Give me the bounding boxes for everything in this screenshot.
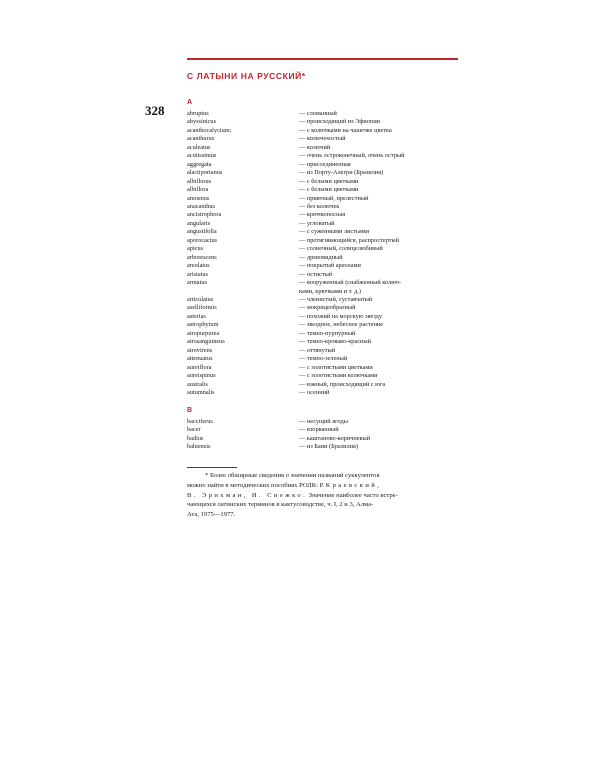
glossary-entry [187, 118, 458, 126]
latin-term: armatus [187, 279, 207, 287]
translation-text: — с суженными листьями [299, 228, 370, 236]
translation-text: — колючий [299, 143, 331, 151]
translation-text: — покрытый ареолами [299, 262, 361, 270]
translation-continuation: ками, крючками и т. д.) [299, 287, 362, 295]
glossary-entry [187, 347, 458, 355]
translation-text: — колючехостый [299, 135, 346, 143]
russian-translation [299, 321, 457, 329]
glossary-entry [187, 381, 458, 389]
glossary-entry [187, 364, 458, 372]
translation-text: — из Порту-Алегри (Бразилия) [299, 169, 384, 177]
latin-term: aculeatus [187, 143, 211, 151]
translation-text: — солнечный, солнцелюбивый [299, 245, 383, 253]
glossary-entry [187, 152, 458, 160]
russian-translation [299, 135, 457, 143]
russian-translation [299, 118, 457, 126]
latin-term: aporocactus [187, 236, 218, 244]
translation-text: — древовидный [299, 253, 343, 261]
translation-text: — темно-кроваво-красный [299, 338, 372, 346]
latin-term: albiflorus [187, 177, 212, 185]
glossary-entry [187, 355, 458, 363]
glossary-entry [187, 245, 458, 253]
glossary-entry [187, 279, 458, 296]
translation-text: — похожий на морскую звезду [299, 312, 383, 320]
russian-translation [299, 364, 457, 372]
glossary-entry [187, 426, 458, 434]
translation-text: — звездное, небесное растение [299, 321, 384, 329]
latin-term: aureispinus [187, 372, 216, 380]
latin-term: attenuatus [187, 355, 213, 363]
russian-translation [299, 169, 457, 177]
footnote-line: * Более обширные сведения о значении названий суккулентов [205, 472, 380, 479]
page-title: С ЛАТЫНИ НА РУССКИЙ* [187, 71, 306, 81]
russian-translation [299, 161, 457, 169]
latin-term: atropurpurea [187, 329, 220, 337]
translation-text: — осенний [299, 388, 330, 396]
translation-text: — с золотистыми цветками [299, 363, 373, 371]
glossary-entry [187, 161, 458, 169]
latin-term: abruptus [187, 110, 209, 117]
glossary-entry [187, 389, 458, 397]
latin-term: alactiportanus [187, 169, 223, 177]
latin-term: acanthocalycium; [187, 126, 232, 134]
russian-translation [299, 262, 457, 270]
latin-term: atrovirens [187, 346, 213, 354]
translation-text: — вооруженный (снабженный колюч- [299, 279, 401, 287]
glossary-entry [187, 435, 458, 443]
glossary-entry [187, 296, 458, 304]
russian-translation [299, 127, 457, 135]
entry-list-b [187, 418, 458, 452]
translation-text: — крючконосная [299, 211, 346, 219]
glossary-entry [187, 262, 458, 270]
russian-translation [299, 271, 457, 279]
russian-translation [299, 211, 457, 219]
russian-translation [299, 313, 457, 321]
latin-term: areolatus [187, 262, 210, 270]
glossary-entry [187, 110, 458, 118]
russian-translation [299, 435, 457, 443]
latin-term: aselliformis [187, 304, 217, 312]
glossary-entry [187, 271, 458, 279]
latin-term: australis [187, 380, 208, 388]
russian-translation [299, 254, 457, 262]
glossary-entry [187, 169, 458, 177]
translation-text: — каштаново-коричневый [299, 434, 371, 442]
glossary-entry [187, 220, 458, 228]
glossary-entry [187, 237, 458, 245]
latin-term: ancistrophora [187, 211, 222, 219]
translation-text: — без колючек [299, 202, 340, 210]
russian-translation [299, 228, 457, 236]
translation-text: — угловатый [299, 219, 335, 227]
translation-text: — несущий ягоды [299, 418, 348, 425]
russian-translation [299, 178, 457, 186]
translation-text: — с белыми цветками [299, 186, 359, 194]
footnote-author: Краевский, [325, 481, 382, 489]
latin-term: amoenus [187, 194, 210, 202]
translation-text: — сломанный [299, 110, 337, 117]
latin-term: angularis [187, 219, 211, 227]
russian-translation [299, 372, 457, 380]
translation-text: — происходящий из Эфиопии [299, 118, 381, 126]
footnote-line [187, 481, 458, 491]
footnote-rule [187, 467, 237, 468]
latin-term: arborescens [187, 253, 217, 261]
russian-translation [299, 426, 457, 434]
glossary-entry [187, 330, 458, 338]
russian-translation [299, 245, 457, 253]
russian-translation [299, 296, 457, 304]
russian-translation [299, 237, 457, 245]
section-letter-b: В [187, 407, 193, 414]
glossary-entry [187, 186, 458, 194]
russian-translation [299, 355, 457, 363]
glossary-entry [187, 321, 458, 329]
glossary-entry [187, 254, 458, 262]
russian-translation [299, 381, 457, 389]
translation-text: — с золотистыми колючками [299, 372, 378, 380]
russian-translation [299, 186, 457, 194]
russian-translation [299, 330, 457, 338]
glossary-entry [187, 313, 458, 321]
translation-text: — с колючками на чашечке цветка [299, 126, 392, 134]
latin-term: astrophytum [187, 321, 219, 329]
footnote-line: Ата, 1975—1977. [187, 511, 236, 519]
latin-term: anacanthus [187, 202, 215, 210]
latin-term: asterias [187, 312, 206, 320]
translation-text: — темно-зеленый [299, 355, 348, 363]
footnote-line: чающихся латинских терминов в кактусоводстве, ч. I, 2 и 3, Алма- [187, 501, 374, 509]
glossary-entry [187, 178, 458, 186]
latin-term: angustifolia [187, 228, 217, 236]
glossary-entry [187, 228, 458, 236]
glossary-entry [187, 304, 458, 312]
russian-translation [299, 338, 457, 346]
glossary-entry [187, 127, 458, 135]
russian-translation [299, 220, 457, 228]
header-rule [187, 58, 458, 60]
entry-list-a [187, 110, 458, 397]
translation-text: — присоединенная [299, 160, 351, 168]
russian-translation [299, 110, 457, 118]
russian-translation [299, 152, 457, 160]
latin-term: acutissimus [187, 152, 217, 160]
latin-term: bacciferus [187, 418, 213, 425]
latin-term: atrosanguineus [187, 338, 225, 346]
glossary-entry [187, 338, 458, 346]
glossary-entry [187, 443, 458, 451]
page-number: 328 [145, 103, 165, 118]
translation-text: — приятный, прелестный [299, 194, 369, 202]
russian-translation [299, 144, 457, 152]
russian-translation [299, 389, 457, 397]
translation-text: — южный, происходящий с юга [299, 380, 386, 388]
footnote-author: В. Эрихман, И. Снежко. [187, 491, 308, 499]
russian-translation [299, 195, 457, 203]
glossary-entry [187, 195, 458, 203]
latin-term: albiflora [187, 186, 209, 194]
translation-text: — очень остроконечный, очень острый [299, 152, 405, 160]
footnote-text: можно найти в методических пособиях РОЛК: Р. [187, 481, 325, 489]
latin-term: abyssinicus [187, 118, 217, 126]
latin-term: apicus [187, 245, 204, 253]
footnote-text: Значение наиболее часто встре- [308, 491, 398, 499]
latin-term: bacer [187, 426, 201, 434]
footnote [187, 471, 458, 520]
glossary-entry [187, 203, 458, 211]
translation-text: — темно-пурпурный [299, 329, 356, 337]
glossary-entry [187, 418, 458, 426]
latin-term: autumnalis [187, 388, 215, 396]
translation-text: — членистый, суставчатый [299, 295, 373, 303]
footnote-line [187, 491, 458, 501]
latin-term: acanthurus [187, 135, 215, 143]
translation-text: — протягивающийся, распростертый [299, 236, 400, 244]
glossary-entry [187, 144, 458, 152]
russian-translation [299, 203, 457, 211]
russian-translation [299, 347, 457, 355]
russian-translation [299, 418, 457, 426]
russian-translation [299, 304, 457, 312]
latin-term: aggregata [187, 160, 212, 168]
russian-translation [299, 279, 457, 296]
russian-translation [299, 443, 457, 451]
translation-text: — оттянутый [299, 346, 336, 354]
glossary-entry [187, 211, 458, 219]
translation-text: — из Баии (Бразилия) [299, 443, 359, 451]
glossary-entry [187, 372, 458, 380]
latin-term: badius [187, 434, 204, 442]
translation-text: — с белыми цветками [299, 177, 359, 185]
translation-text: — остистый [299, 270, 333, 278]
latin-term: articulatus [187, 295, 214, 303]
glossary-entry [187, 135, 458, 143]
section-letter-a: А [187, 99, 193, 106]
translation-text: — взорванный [299, 426, 339, 434]
translation-text: — мокрицеобразный [299, 304, 356, 312]
latin-term: bahiensis [187, 443, 211, 451]
latin-term: aureiflora [187, 363, 212, 371]
latin-term: aristatus [187, 270, 208, 278]
